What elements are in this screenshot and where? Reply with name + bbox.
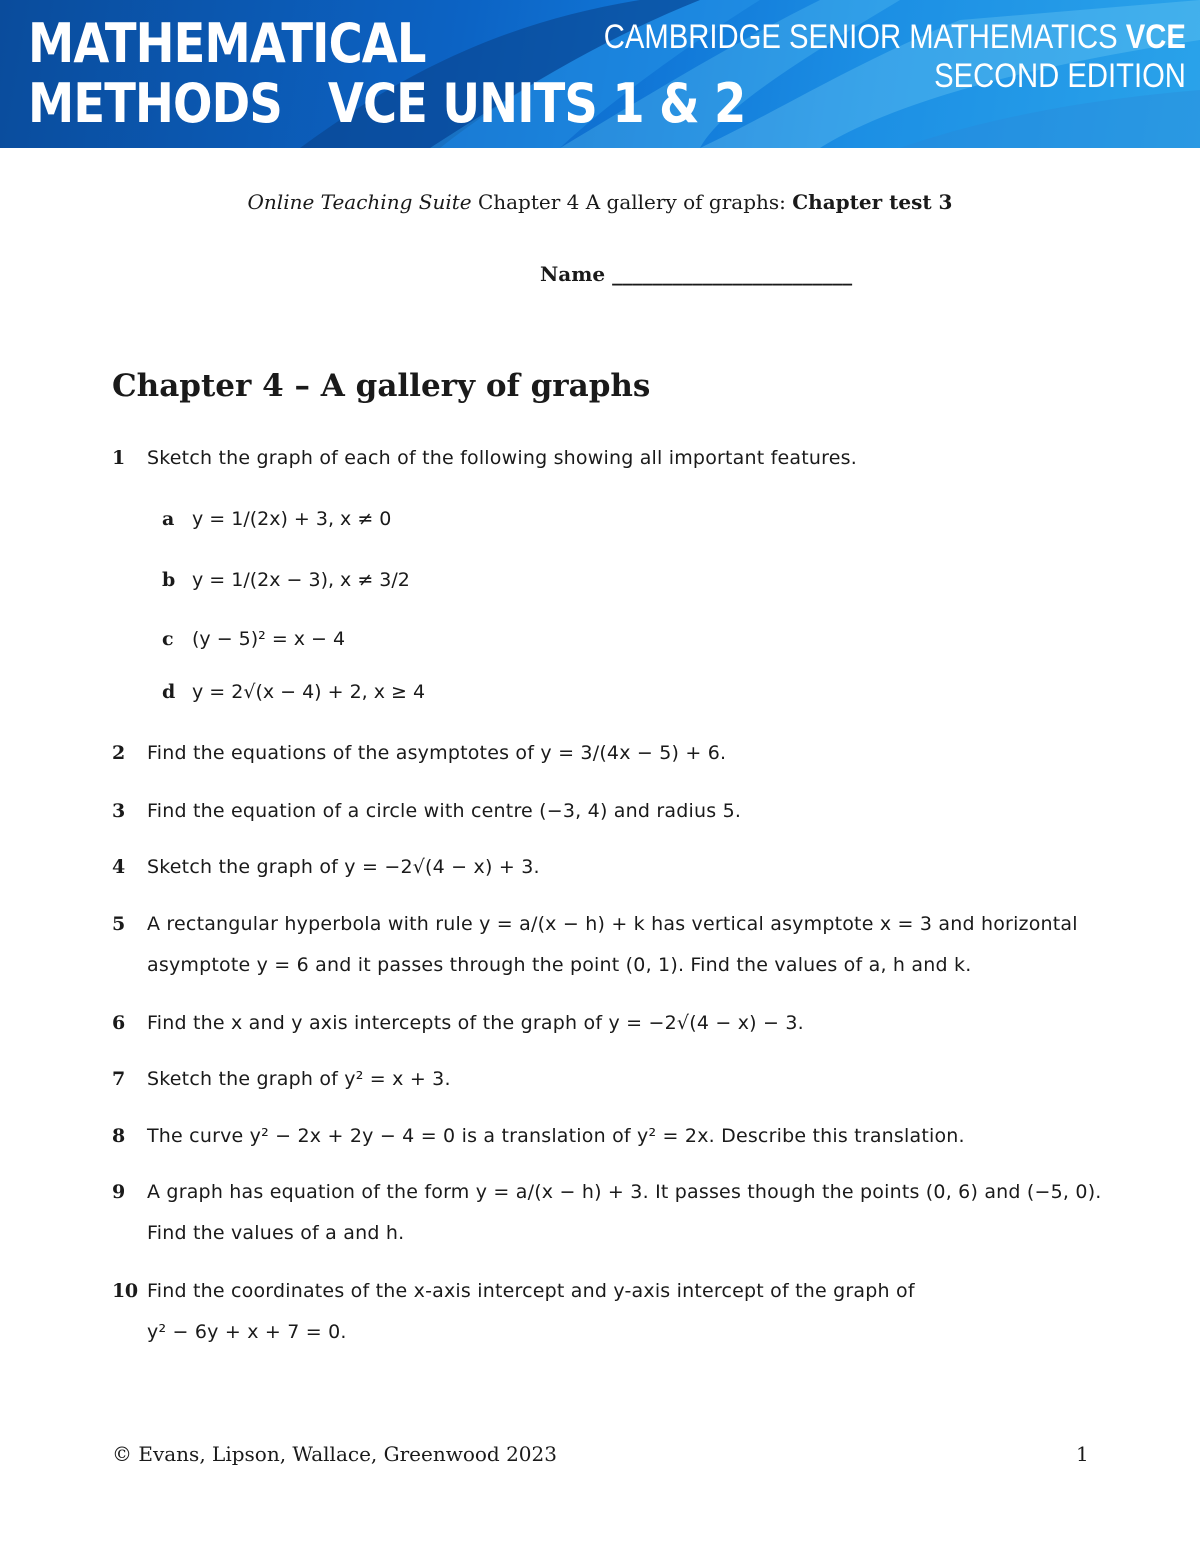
- question-2: [112, 742, 726, 764]
- subpart-text: y = 1/(2x) + 3, x ≠ 0: [192, 508, 392, 530]
- question-text: Find the equation of a circle with centre (−3, 4) and radius 5.: [147, 800, 742, 822]
- suite-name: Online Teaching Suite: [247, 190, 472, 214]
- question-number: 2: [112, 742, 125, 764]
- question-text: A rectangular hyperbola with rule y = a/(x − h) + k has vertical asymptote x = 3 and horizontal: [147, 913, 1078, 935]
- question-text: Find the equations of the asymptotes of y = 3/(4x − 5) + 6.: [147, 742, 727, 764]
- banner-series-vce: VCE: [1125, 18, 1186, 56]
- question-6: [112, 1012, 804, 1034]
- question-number: 7: [112, 1068, 125, 1090]
- banner-title-line2: METHODS VCE UNITS 1 & 2: [28, 72, 746, 135]
- subpart-a: [162, 508, 391, 530]
- question-3: [112, 800, 741, 822]
- banner-series-line2: SECOND EDITION: [934, 57, 1186, 95]
- question-8: [112, 1125, 965, 1147]
- subpart-text: (y − 5)² = x − 4: [192, 628, 346, 650]
- banner-series-text: CAMBRIDGE SENIOR MATHEMATICS: [603, 18, 1126, 56]
- banner-series: [509, 18, 1186, 96]
- question-text: Sketch the graph of y² = x + 3.: [147, 1068, 451, 1090]
- subpart-c: [162, 628, 345, 650]
- name-field-label: Name ________________________: [540, 262, 853, 286]
- subpart-label: a: [162, 508, 175, 530]
- question-text: Find the coordinates of the x-axis intercept and y-axis intercept of the graph of: [147, 1280, 915, 1302]
- question-5: [112, 913, 1078, 935]
- chapter-title: Chapter 4 – A gallery of graphs: [112, 368, 651, 404]
- question-text: Sketch the graph of each of the following showing all important features.: [147, 447, 857, 469]
- question-number: 1: [112, 447, 125, 469]
- question-number: 6: [112, 1012, 125, 1034]
- question-5-continuation: asymptote y = 6 and it passes through the point (0, 1). Find the values of a, h and k.: [147, 954, 972, 976]
- question-text: The curve y² − 2x + 2y − 4 = 0 is a translation of y² = 2x. Describe this translation.: [147, 1125, 965, 1147]
- banner-title-line1: MATHEMATICAL: [28, 12, 426, 75]
- copyright: © Evans, Lipson, Wallace, Greenwood 2023: [112, 1442, 557, 1466]
- question-1: [112, 447, 857, 469]
- subpart-b: [162, 569, 410, 591]
- subpart-label: d: [162, 681, 176, 703]
- subpart-label: c: [162, 628, 174, 650]
- question-text: A graph has equation of the form y = a/(x − h) + 3. It passes though the points (0, 6) and (−5, 0).: [147, 1181, 1102, 1203]
- chapter-subtitle: Chapter 4 A gallery of graphs:: [471, 190, 793, 214]
- question-number: 8: [112, 1125, 125, 1147]
- question-number: 10: [112, 1280, 138, 1302]
- question-text: Sketch the graph of y = −2√(4 − x) + 3.: [147, 856, 540, 878]
- test-name: Chapter test 3: [792, 190, 953, 214]
- question-number: 5: [112, 913, 125, 935]
- subpart-d: [162, 681, 425, 703]
- question-number: 9: [112, 1181, 125, 1203]
- question-10: [112, 1280, 915, 1302]
- question-9-continuation: Find the values of a and h.: [147, 1222, 405, 1244]
- question-7: [112, 1068, 451, 1090]
- question-10-continuation: y² − 6y + x + 7 = 0.: [147, 1321, 347, 1343]
- question-text: Find the x and y axis intercepts of the graph of y = −2√(4 − x) − 3.: [147, 1012, 804, 1034]
- banner-series-line1: [604, 18, 1186, 56]
- question-number: 4: [112, 856, 125, 878]
- question-4: [112, 856, 540, 878]
- subpart-text: y = 1/(2x − 3), x ≠ 3/2: [192, 569, 410, 591]
- document-header: [0, 190, 1200, 214]
- header-banner: [0, 0, 1200, 148]
- subpart-label: b: [162, 569, 176, 591]
- question-9: [112, 1181, 1102, 1203]
- page-number: 1: [1076, 1442, 1089, 1466]
- question-number: 3: [112, 800, 125, 822]
- subpart-text: y = 2√(x − 4) + 2, x ≥ 4: [192, 681, 426, 703]
